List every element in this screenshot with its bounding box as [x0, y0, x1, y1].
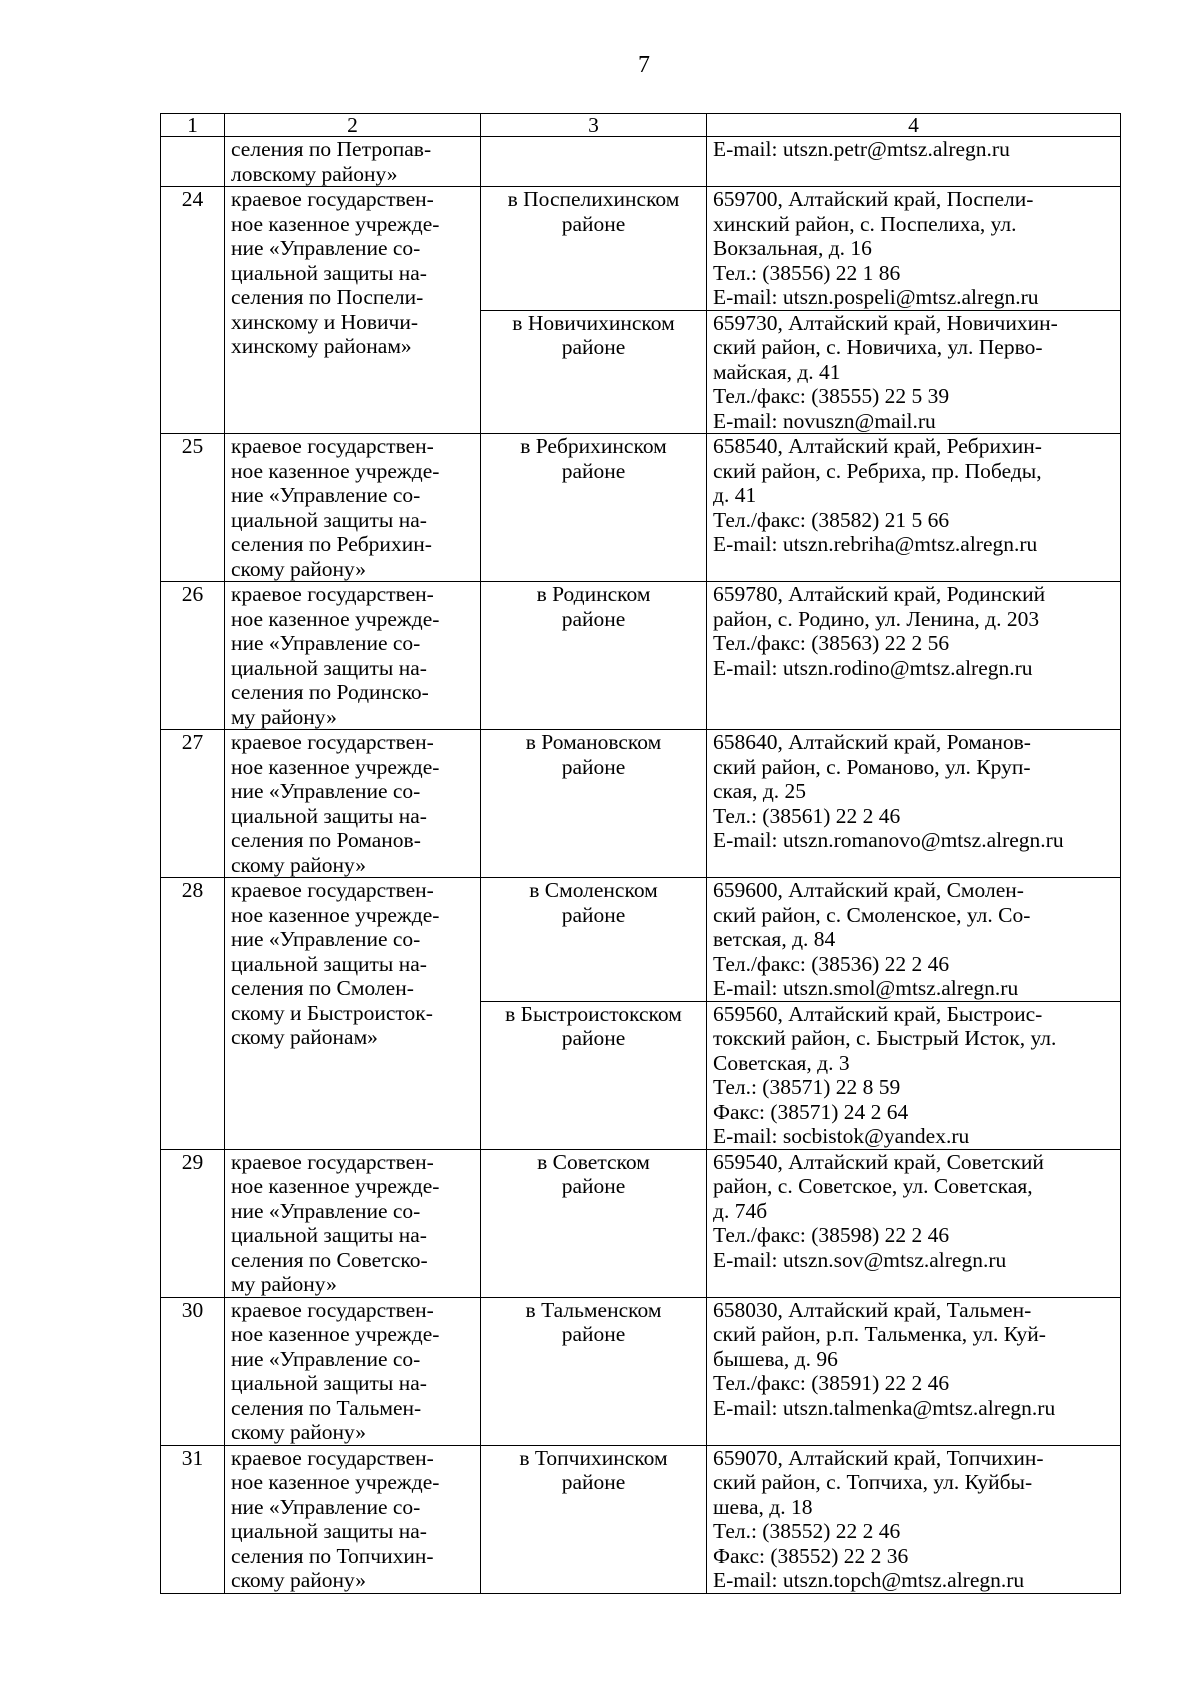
institution-name-cell: краевое государствен- ное казенное учрежде- ние «Управление со- циальной защиты на- селения по Советско- му району»	[225, 1149, 481, 1297]
table-row	[161, 187, 1121, 311]
table-header-row	[161, 114, 1121, 137]
district-cell: в Романовском районе	[481, 730, 707, 878]
row-number-cell: 31	[161, 1445, 225, 1593]
contacts-cell: 658030, Алтайский край, Тальмен- ский район, р.п. Тальменка, ул. Куй- бышева, д. 96 Тел./факс: (38591) 22 2 46 E-mail: utszn.talmenka@mtsz.alregn.ru	[707, 1297, 1121, 1445]
contacts-cell: 658540, Алтайский край, Ребрихин- ский район, с. Ребриха, пр. Победы, д. 41 Тел./факс: (38582) 21 5 66 E-mail: utszn.rebriha@mtsz.alregn.ru	[707, 434, 1121, 582]
contacts-cell: 659540, Алтайский край, Советский район, с. Советское, ул. Советская, д. 74б Тел./факс: (38598) 22 2 46 E-mail: utszn.sov@mtsz.alregn.ru	[707, 1149, 1121, 1297]
table-row	[161, 1445, 1121, 1593]
table-row	[161, 434, 1121, 582]
district-cell: в Топчихинском районе	[481, 1445, 707, 1593]
contacts-cell: 659730, Алтайский край, Новичихин- ский район, с. Новичиха, ул. Перво- майская, д. 41 Тел./факс: (38555) 22 5 39 E-mail: novuszn@mail.ru	[707, 310, 1121, 434]
table-row	[161, 137, 1121, 187]
contacts-cell: 659780, Алтайский край, Родинский район, с. Родино, ул. Ленина, д. 203 Тел./факс: (38563) 22 2 56 E-mail: utszn.rodino@mtsz.alregn.ru	[707, 582, 1121, 730]
row-number-cell: 24	[161, 187, 225, 434]
district-cell: в Поспелихинском районе	[481, 187, 707, 311]
district-cell	[481, 137, 707, 187]
district-cell: в Смоленском районе	[481, 878, 707, 1002]
institution-name-cell: краевое государствен- ное казенное учрежде- ние «Управление со- циальной защиты на- селения по Поспели- хинскому и Новичи- хинскому районам»	[225, 187, 481, 434]
contacts-cell: 659070, Алтайский край, Топчихин- ский район, с. Топчиха, ул. Куйбы- шева, д. 18 Тел.: (38552) 22 2 46 Факс: (38552) 22 2 36 E-mail: utszn.topch@mtsz.alregn.ru	[707, 1445, 1121, 1593]
institution-name-cell: краевое государствен- ное казенное учрежде- ние «Управление со- циальной защиты на- селения по Топчихин- скому району»	[225, 1445, 481, 1593]
institution-name-cell: краевое государствен- ное казенное учрежде- ние «Управление со- циальной защиты на- селения по Родинско- му району»	[225, 582, 481, 730]
column-header-1: 1	[161, 114, 225, 137]
table-body	[161, 137, 1121, 1594]
row-number-cell: 25	[161, 434, 225, 582]
institutions-table	[160, 113, 1121, 1594]
contacts-cell: 659560, Алтайский край, Быстроис- токский район, с. Быстрый Исток, ул. Советская, д. 3 Тел.: (38571) 22 8 59 Факс: (38571) 24 2 64 E-mail: socbistok@yandex.ru	[707, 1001, 1121, 1149]
row-number-cell	[161, 137, 225, 187]
contacts-cell: 659700, Алтайский край, Поспели- хинский район, с. Поспелиха, ул. Вокзальная, д. 16 Тел.: (38556) 22 1 86 E-mail: utszn.pospeli@mtsz.alregn.ru	[707, 187, 1121, 311]
row-number-cell: 26	[161, 582, 225, 730]
row-number-cell: 27	[161, 730, 225, 878]
table-row	[161, 730, 1121, 878]
district-cell: в Ребрихинском районе	[481, 434, 707, 582]
institution-name-cell: краевое государствен- ное казенное учрежде- ние «Управление со- циальной защиты на- селения по Тальмен- скому району»	[225, 1297, 481, 1445]
column-header-2: 2	[225, 114, 481, 137]
district-cell: в Тальменском районе	[481, 1297, 707, 1445]
row-number-cell: 28	[161, 878, 225, 1150]
contacts-cell: E-mail: utszn.petr@mtsz.alregn.ru	[707, 137, 1121, 187]
table-row	[161, 1149, 1121, 1297]
district-cell: в Советском районе	[481, 1149, 707, 1297]
contacts-cell: 659600, Алтайский край, Смолен- ский район, с. Смоленское, ул. Со- ветская, д. 84 Тел./факс: (38536) 22 2 46 E-mail: utszn.smol@mtsz.alregn.ru	[707, 878, 1121, 1002]
column-header-4: 4	[707, 114, 1121, 137]
page-number: 7	[638, 52, 650, 78]
table-row	[161, 582, 1121, 730]
table-row	[161, 1297, 1121, 1445]
institution-name-cell: краевое государствен- ное казенное учрежде- ние «Управление со- циальной защиты на- селения по Ребрихин- скому району»	[225, 434, 481, 582]
row-number-cell: 29	[161, 1149, 225, 1297]
column-header-3: 3	[481, 114, 707, 137]
row-number-cell: 30	[161, 1297, 225, 1445]
district-cell: в Новичихинском районе	[481, 310, 707, 434]
district-cell: в Быстроистокском районе	[481, 1001, 707, 1149]
district-cell: в Родинском районе	[481, 582, 707, 730]
institution-name-cell: краевое государствен- ное казенное учрежде- ние «Управление со- циальной защиты на- селения по Смолен- скому и Быстроисток- скому районам»	[225, 878, 481, 1150]
institution-name-cell: селения по Петропав- ловскому району»	[225, 137, 481, 187]
contacts-cell: 658640, Алтайский край, Романов- ский район, с. Романово, ул. Круп- ская, д. 25 Тел.: (38561) 22 2 46 E-mail: utszn.romanovo@mtsz.alregn.ru	[707, 730, 1121, 878]
table-row	[161, 878, 1121, 1002]
institution-name-cell: краевое государствен- ное казенное учрежде- ние «Управление со- циальной защиты на- селения по Романов- скому району»	[225, 730, 481, 878]
